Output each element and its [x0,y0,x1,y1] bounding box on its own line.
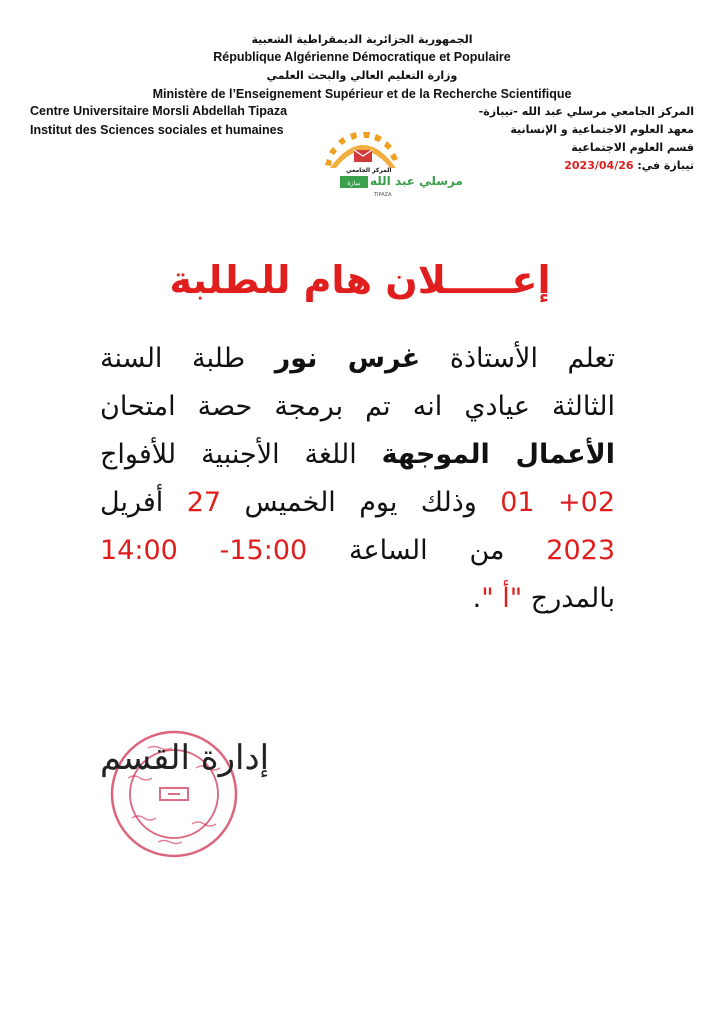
institute-name-ar: معهد العلوم الاجتماعية و الإنسانية [510,123,694,136]
center-name-fr: Centre Universitaire Morsli Abdellah Tipaza [30,104,288,118]
republic-ar: الجمهورية الجزائرية الديمقراطية الشعبية [251,33,473,46]
exam-time: 14:00 -15:00 [100,535,308,566]
institute-name-fr: Institut des Sciences sociales et humaines [30,123,284,137]
exam-month: أفريل [100,487,187,518]
logo-text: المركز الجامعي [346,167,392,174]
center-name-ar: المركز الجامعي مرسلي عبد الله -تيبازة- [478,105,694,118]
exam-day: 27 [186,487,222,518]
text-segment: الثالثة عيادي انه تم برمجة حصة امتحان [100,391,615,422]
ministry-ar: وزارة التعليم العالي والبحث العلمي [266,69,458,82]
ministry-fr: Ministère de l’Enseignement Supérieur et de la Recherche Scientifique [152,87,572,101]
exam-year: 2023 [546,535,615,566]
body-line-2 [100,390,615,424]
exam-hall: "أ " [481,583,523,614]
text-segment: تعلم الأستاذة [420,343,616,374]
date-value: 2023/04/26 [564,159,634,172]
body-line-3 [100,438,615,472]
body-line-1 [100,342,615,376]
course-name: الأعمال الموجهة [381,439,615,470]
svg-text:تيبازة: تيبازة [347,180,361,187]
groups-value: 01 +02 [500,487,615,518]
body-line-6 [473,582,615,616]
body-line-4 [100,486,615,520]
text-segment: طلبة السنة [100,343,275,374]
department-signature: إدارة القسم [100,738,270,778]
text-segment: . [472,583,482,614]
department-name-ar: قسم العلوم الاجتماعية [571,141,694,154]
text-segment: من الساعة [307,535,547,566]
date-line [564,159,694,172]
text-segment: اللغة الأجنبية للأفواج [100,439,382,470]
logo-city-fr: TIPAZA [374,192,392,198]
logo-name: مرسلي عبد الله [370,174,463,188]
body-line-5 [100,534,615,568]
professor-name: غرس نور [274,343,421,374]
announcement-title: إعـــــلان هام للطلبة [169,258,551,302]
date-label: تيبازة في: [637,159,694,172]
text-segment: بالمدرج [522,583,615,614]
republic-fr: République Algérienne Démocratique et Populaire [213,50,511,64]
text-segment: وذلك يوم الخميس [221,487,501,518]
university-logo [318,128,463,208]
